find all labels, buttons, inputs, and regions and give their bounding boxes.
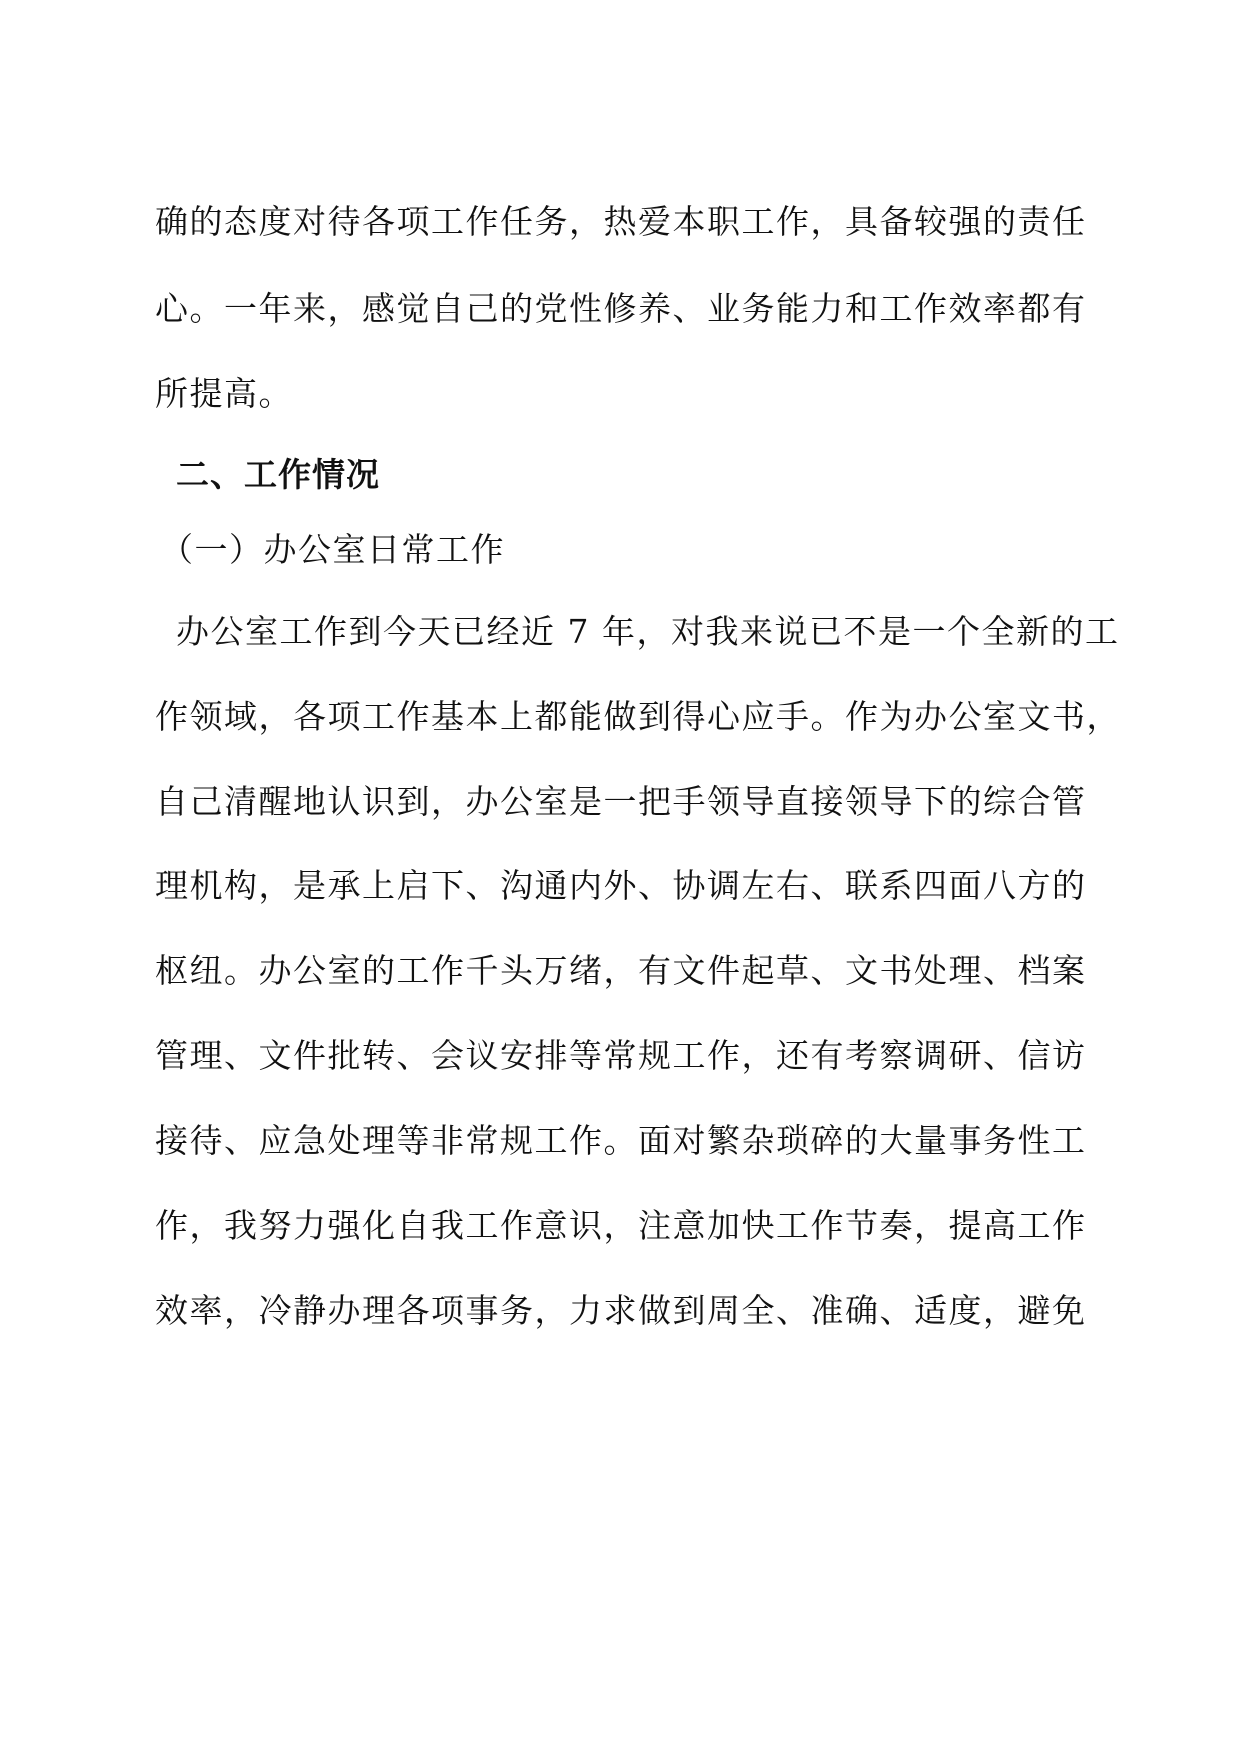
body-text-line: 理机构，是承上启下、沟通内外、协调左右、联系四面八方的 <box>155 866 1087 905</box>
body-text-line: 心。一年来，感觉自己的党性修养、业务能力和工作效率都有 <box>155 289 1087 328</box>
body-text-line: 枢纽。办公室的工作千头万绪，有文件起草、文书处理、档案 <box>155 951 1087 990</box>
subsection-heading: （一）办公室日常工作 <box>160 530 505 569</box>
body-text-line: 所提高。 <box>155 374 293 413</box>
body-text-line: 自己清醒地认识到，办公室是一把手领导直接领导下的综合管 <box>155 782 1087 821</box>
body-text-line: 接待、应急处理等非常规工作。面对繁杂琐碎的大量事务性工 <box>155 1121 1087 1160</box>
body-text-line: 作领域，各项工作基本上都能做到得心应手。作为办公室文书， <box>155 697 1121 736</box>
body-text-line: 确的态度对待各项工作任务，热爱本职工作，具备较强的责任 <box>155 202 1087 241</box>
body-text-line: 作，我努力强化自我工作意识，注意加快工作节奏，提高工作 <box>155 1206 1087 1245</box>
body-text-line: 管理、文件批转、会议安排等常规工作，还有考察调研、信访 <box>155 1036 1087 1075</box>
section-heading: 二、工作情况 <box>176 455 380 494</box>
body-text-line: 办公室工作到今天已经近 7 年，对我来说已不是一个全新的工 <box>176 612 1120 651</box>
body-text-line: 效率，冷静办理各项事务，力求做到周全、准确、适度，避免 <box>155 1291 1087 1330</box>
